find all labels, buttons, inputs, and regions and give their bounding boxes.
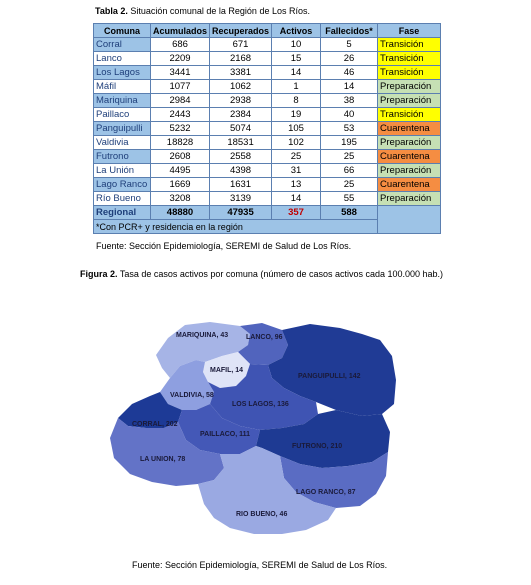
cell-activos: 10: [272, 38, 321, 52]
cell-fallecidos: 5: [321, 38, 378, 52]
cell-fase: Transición: [378, 108, 441, 122]
regional-activos: 357: [272, 206, 321, 220]
figure-source: Fuente: Sección Epidemiología, SEREMI de Salud de Los Ríos.: [132, 560, 388, 570]
cell-acumulados: 2209: [151, 52, 210, 66]
regional-recuperados: 47935: [210, 206, 272, 220]
map-label-corral: CORRAL, 202: [132, 421, 178, 428]
cell-recuperados: 1631: [210, 178, 272, 192]
cell-fallecidos: 26: [321, 52, 378, 66]
col-header-fallecidos: Fallecidos*: [321, 24, 378, 38]
cell-fallecidos: 46: [321, 66, 378, 80]
col-header-fase: Fase: [378, 24, 441, 38]
cell-recuperados: 4398: [210, 164, 272, 178]
col-header-recuperados: Recuperados: [210, 24, 272, 38]
col-header-comuna: Comuna: [94, 24, 151, 38]
cell-fallecidos: 38: [321, 94, 378, 108]
cell-recuperados: 2558: [210, 150, 272, 164]
cell-fallecidos: 66: [321, 164, 378, 178]
cell-comuna: Los Lagos: [94, 66, 151, 80]
cell-fase: Preparación: [378, 136, 441, 150]
cell-fallecidos: 25: [321, 178, 378, 192]
map-label-los-lagos: LOS LAGOS, 136: [232, 401, 289, 408]
cell-acumulados: 2443: [151, 108, 210, 122]
cell-comuna: Máfil: [94, 80, 151, 94]
cell-fase: Preparación: [378, 164, 441, 178]
regional-comuna: Regional: [94, 206, 151, 220]
cell-comuna: Río Bueno: [94, 192, 151, 206]
table-source: Fuente: Sección Epidemiología, SEREMI de Salud de Los Ríos.: [96, 241, 352, 251]
map-label-mariquina: MARIQUINA, 43: [176, 332, 229, 339]
cell-fallecidos: 55: [321, 192, 378, 206]
cell-recuperados: 18531: [210, 136, 272, 150]
cell-recuperados: 3381: [210, 66, 272, 80]
map-label-rio-bueno: RIO BUENO, 46: [236, 511, 288, 518]
cell-fallecidos: 40: [321, 108, 378, 122]
cell-recuperados: 671: [210, 38, 272, 52]
cell-recuperados: 2938: [210, 94, 272, 108]
cell-acumulados: 2608: [151, 150, 210, 164]
map-regions: [110, 322, 396, 534]
cell-comuna: Panguipulli: [94, 122, 151, 136]
cell-activos: 14: [272, 192, 321, 206]
cell-activos: 102: [272, 136, 321, 150]
cell-activos: 31: [272, 164, 321, 178]
cell-fase: Cuarentena: [378, 122, 441, 136]
cell-acumulados: 1669: [151, 178, 210, 192]
map-label-panguipulli: PANGUIPULLI, 142: [298, 373, 361, 380]
cell-activos: 15: [272, 52, 321, 66]
cell-recuperados: 1062: [210, 80, 272, 94]
regional-fallecidos: 588: [321, 206, 378, 220]
cell-comuna: Corral: [94, 38, 151, 52]
cell-recuperados: 5074: [210, 122, 272, 136]
cell-fase: Preparación: [378, 94, 441, 108]
figure-caption-label: Figura 2.: [80, 269, 118, 279]
map-label-valdivia: VALDIVIA, 58: [170, 392, 214, 399]
cell-activos: 25: [272, 150, 321, 164]
cell-fase: Preparación: [378, 80, 441, 94]
map-label-lago-ranco: LAGO RANCO, 87: [296, 489, 356, 496]
cell-recuperados: 2384: [210, 108, 272, 122]
table-caption-label: Tabla 2.: [95, 6, 128, 16]
cell-acumulados: 5232: [151, 122, 210, 136]
cell-acumulados: 18828: [151, 136, 210, 150]
cell-acumulados: 686: [151, 38, 210, 52]
map-label-mafil: MAFIL, 14: [210, 367, 244, 374]
cell-activos: 19: [272, 108, 321, 122]
figure-caption-text: Tasa de casos activos por comuna (número de casos activos cada 100.000 hab.): [117, 269, 444, 279]
map-label-lanco: LANCO, 96: [246, 334, 283, 341]
cell-comuna: Paillaco: [94, 108, 151, 122]
cell-activos: 105: [272, 122, 321, 136]
map-label-paillaco: PAILLACO, 111: [200, 431, 251, 438]
cell-comuna: Valdivia: [94, 136, 151, 150]
cell-fase: Transición: [378, 66, 441, 80]
col-header-activos: Activos: [272, 24, 321, 38]
cell-fallecidos: 25: [321, 150, 378, 164]
cell-fase: Transición: [378, 52, 441, 66]
map-label-la-union: LA UNION, 78: [140, 456, 186, 463]
col-header-acumulados: Acumulados: [151, 24, 210, 38]
cell-fase: Transición: [378, 38, 441, 52]
cell-fallecidos: 53: [321, 122, 378, 136]
cell-fallecidos: 14: [321, 80, 378, 94]
cell-acumulados: 4495: [151, 164, 210, 178]
cell-acumulados: 3441: [151, 66, 210, 80]
cell-activos: 13: [272, 178, 321, 192]
table-caption-text: Situación comunal de la Región de Los Ríos.: [127, 6, 310, 16]
cell-comuna: Lago Ranco: [94, 178, 151, 192]
cell-fase: Cuarentena: [378, 178, 441, 192]
cell-recuperados: 2168: [210, 52, 272, 66]
cell-acumulados: 2984: [151, 94, 210, 108]
regional-acumulados: 48880: [151, 206, 210, 220]
cell-activos: 14: [272, 66, 321, 80]
cell-comuna: La Unión: [94, 164, 151, 178]
cell-acumulados: 3208: [151, 192, 210, 206]
cell-fase: Cuarentena: [378, 150, 441, 164]
cell-recuperados: 3139: [210, 192, 272, 206]
cell-acumulados: 1077: [151, 80, 210, 94]
cell-comuna: Futrono: [94, 150, 151, 164]
map-label-futrono: FUTRONO, 210: [292, 443, 343, 450]
cell-activos: 8: [272, 94, 321, 108]
cell-comuna: Lanco: [94, 52, 151, 66]
cell-fallecidos: 195: [321, 136, 378, 150]
cell-activos: 1: [272, 80, 321, 94]
table-note: *Con PCR+ y residencia en la región: [94, 220, 378, 234]
cell-comuna: Mariquina: [94, 94, 151, 108]
cell-fase: Preparación: [378, 192, 441, 206]
